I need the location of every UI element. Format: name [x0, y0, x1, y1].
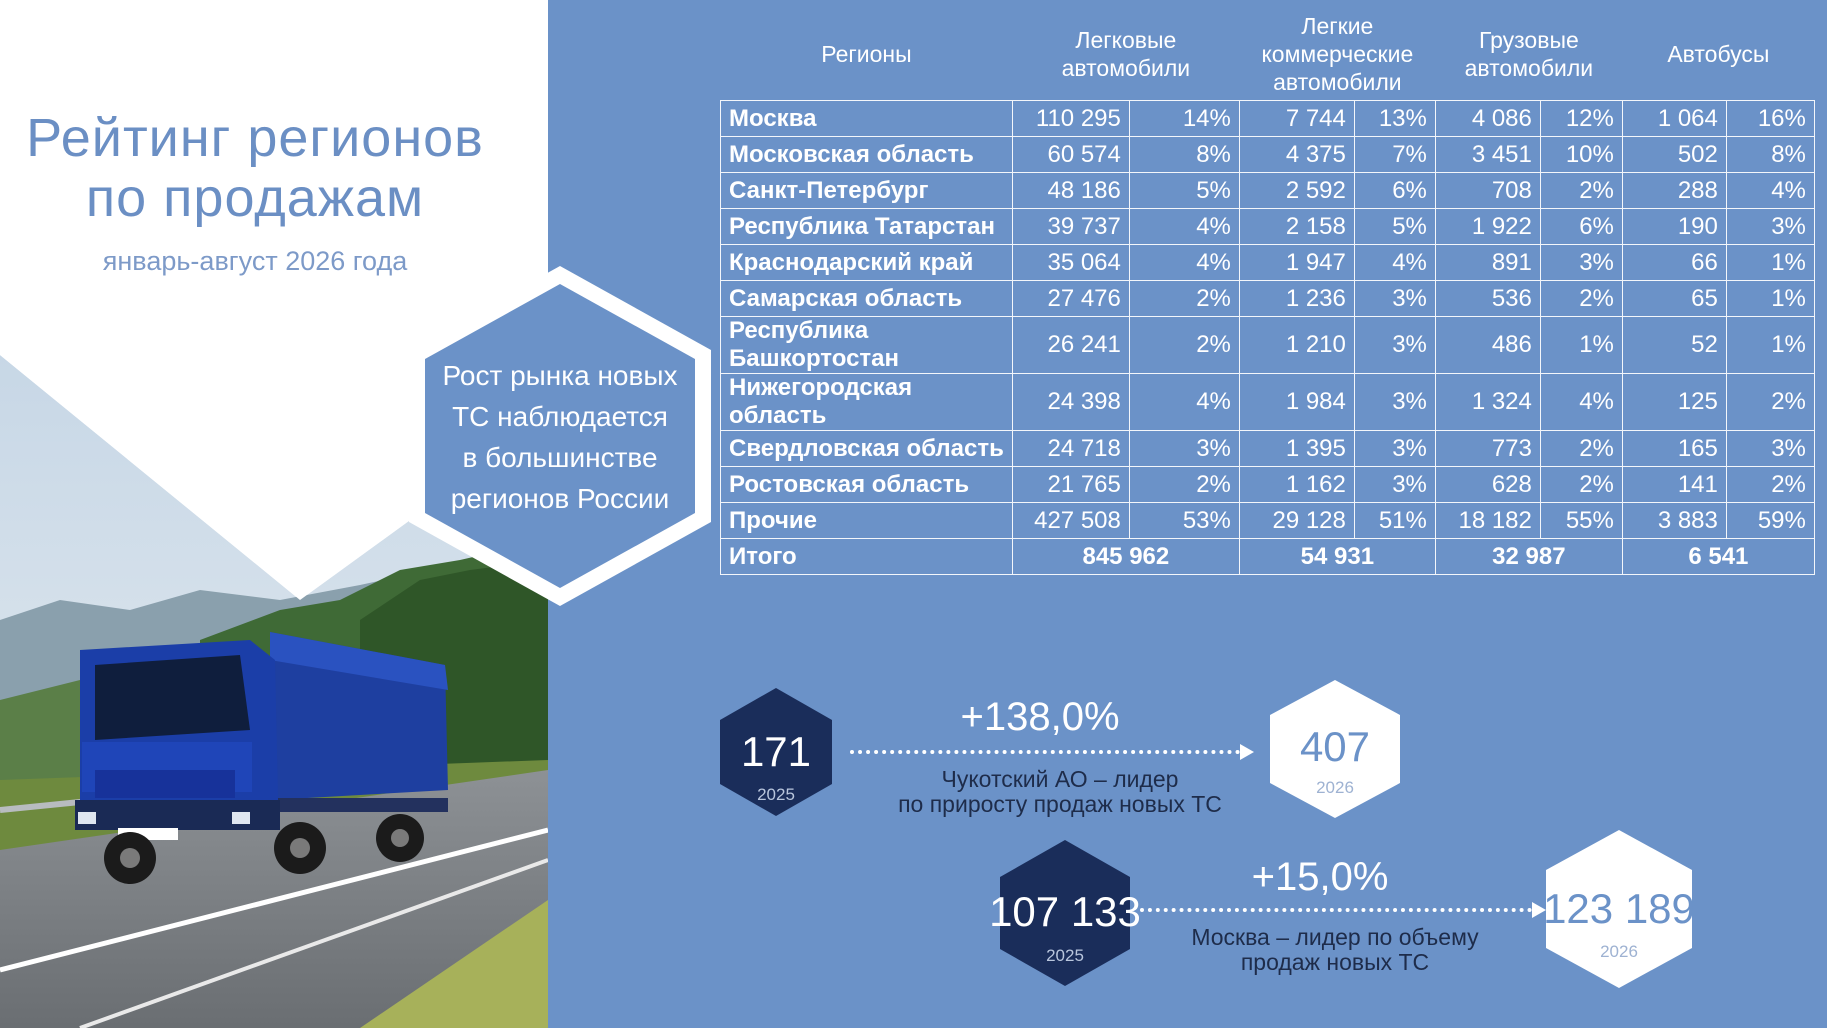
- table-row: [721, 467, 1815, 503]
- trucks-cell: 773: [1435, 431, 1540, 467]
- lcv-cell: 1 236: [1239, 281, 1354, 317]
- lcv-pct-cell: 3%: [1354, 467, 1435, 503]
- caption-line: по приросту продаж новых ТС: [898, 791, 1222, 817]
- moscow-growth: +15,0%: [1251, 855, 1389, 899]
- buses-cell: 52: [1622, 317, 1726, 374]
- trucks-cell: 1 922: [1435, 209, 1540, 245]
- region-cell: [721, 374, 1013, 431]
- buses-cell: 1 064: [1622, 101, 1726, 137]
- trucks-pct-cell: 2%: [1540, 467, 1622, 503]
- trucks-pct-cell: 10%: [1540, 137, 1622, 173]
- lcv-cell: 1 395: [1239, 431, 1354, 467]
- header-text: Грузовые: [1478, 27, 1579, 53]
- trucks-cell: 18 182: [1435, 503, 1540, 539]
- lcv-cell: 4 375: [1239, 137, 1354, 173]
- trucks-cell: 536: [1435, 281, 1540, 317]
- title-line-1: Рейтинг регионов: [26, 108, 484, 168]
- cars-cell: 48 186: [1012, 173, 1129, 209]
- trucks-cell: 486: [1435, 317, 1540, 374]
- chukotka-2025-value: 171: [740, 728, 812, 775]
- total-cars: 845 962: [1012, 539, 1239, 575]
- header-cars: [1012, 8, 1239, 101]
- title-line-2: по продажам: [85, 168, 425, 228]
- cars-pct-cell: 4%: [1129, 374, 1239, 431]
- buses-cell: 141: [1622, 467, 1726, 503]
- total-buses: 6 541: [1622, 539, 1814, 575]
- region-cell: [721, 245, 1013, 281]
- cars-cell: 24 718: [1012, 431, 1129, 467]
- lcv-cell: 1 162: [1239, 467, 1354, 503]
- table-row: [721, 137, 1815, 173]
- cars-pct-cell: 4%: [1129, 245, 1239, 281]
- page-title: [0, 108, 510, 228]
- lcv-pct-cell: 13%: [1354, 101, 1435, 137]
- chukotka-growth: +138,0%: [960, 695, 1120, 739]
- lcv-cell: 1 210: [1239, 317, 1354, 374]
- table-row: [721, 101, 1815, 137]
- table-row: [721, 431, 1815, 467]
- hex-line: ТС наблюдается: [452, 401, 668, 432]
- lcv-pct-cell: 5%: [1354, 209, 1435, 245]
- buses-pct-cell: 1%: [1726, 245, 1814, 281]
- lcv-pct-cell: 7%: [1354, 137, 1435, 173]
- lcv-pct-cell: 3%: [1354, 431, 1435, 467]
- lcv-pct-cell: 51%: [1354, 503, 1435, 539]
- table-row: [721, 209, 1815, 245]
- sales-table-container: [720, 8, 1815, 575]
- trucks-pct-cell: 12%: [1540, 101, 1622, 137]
- moscow-2026-year: 2026: [1600, 942, 1638, 961]
- cars-cell: 60 574: [1012, 137, 1129, 173]
- buses-pct-cell: 4%: [1726, 173, 1814, 209]
- total-trucks: 32 987: [1435, 539, 1622, 575]
- sales-table: [720, 8, 1815, 575]
- header-text: Легкие: [1301, 13, 1374, 39]
- header-text: Легковые: [1075, 27, 1177, 53]
- buses-pct-cell: 3%: [1726, 209, 1814, 245]
- lcv-cell: 1 984: [1239, 374, 1354, 431]
- lcv-pct-cell: 3%: [1354, 317, 1435, 374]
- cars-pct-cell: 53%: [1129, 503, 1239, 539]
- table-row: [721, 317, 1815, 374]
- region-cell: [721, 503, 1013, 539]
- trucks-pct-cell: 2%: [1540, 281, 1622, 317]
- lcv-cell: 2 158: [1239, 209, 1354, 245]
- buses-cell: 65: [1622, 281, 1726, 317]
- header-lcv: [1239, 8, 1435, 101]
- table-row: [721, 374, 1815, 431]
- lcv-cell: 29 128: [1239, 503, 1354, 539]
- hex-line: Рост рынка новых: [442, 360, 678, 391]
- trucks-pct-cell: 1%: [1540, 317, 1622, 374]
- lcv-pct-cell: 4%: [1354, 245, 1435, 281]
- chukotka-2025-year: 2025: [757, 785, 795, 804]
- header-trucks: [1435, 8, 1622, 101]
- buses-pct-cell: 1%: [1726, 281, 1814, 317]
- buses-cell: 165: [1622, 431, 1726, 467]
- buses-pct-cell: 8%: [1726, 137, 1814, 173]
- buses-cell: 125: [1622, 374, 1726, 431]
- trucks-cell: 708: [1435, 173, 1540, 209]
- buses-cell: 66: [1622, 245, 1726, 281]
- trucks-pct-cell: 2%: [1540, 173, 1622, 209]
- moscow-2026-value: 123 189: [1543, 885, 1695, 932]
- trucks-cell: 1 324: [1435, 374, 1540, 431]
- region-name-line: Ростовская область: [729, 470, 970, 498]
- lcv-cell: 7 744: [1239, 101, 1354, 137]
- buses-cell: 288: [1622, 173, 1726, 209]
- region-cell: [721, 137, 1013, 173]
- chukotka-2026-year: 2026: [1316, 778, 1354, 797]
- cars-pct-cell: 8%: [1129, 137, 1239, 173]
- region-name-line: Самарская область: [729, 284, 963, 312]
- lcv-pct-cell: 6%: [1354, 173, 1435, 209]
- arrow-line: [1140, 908, 1532, 912]
- header-text: коммерческие: [1261, 41, 1414, 67]
- region-name-line: Башкортостан: [729, 345, 900, 372]
- trucks-cell: 3 451: [1435, 137, 1540, 173]
- buses-pct-cell: 1%: [1726, 317, 1814, 374]
- cars-cell: 26 241: [1012, 317, 1129, 374]
- region-name-line: Москва: [729, 104, 817, 132]
- trucks-cell: 628: [1435, 467, 1540, 503]
- table-row: [721, 245, 1815, 281]
- region-name-line: Московская область: [729, 140, 974, 168]
- header-text: автомобили: [1273, 69, 1402, 95]
- chukotka-caption: [860, 767, 1260, 817]
- table-row: [721, 503, 1815, 539]
- chukotka-2026-value: 407: [1299, 723, 1371, 770]
- table-total-row: [721, 539, 1815, 575]
- cars-pct-cell: 2%: [1129, 281, 1239, 317]
- cars-pct-cell: 2%: [1129, 467, 1239, 503]
- trucks-pct-cell: 2%: [1540, 431, 1622, 467]
- cars-cell: 427 508: [1012, 503, 1129, 539]
- cars-cell: 35 064: [1012, 245, 1129, 281]
- region-cell: [721, 467, 1013, 503]
- caption-line: продаж новых ТС: [1240, 949, 1430, 975]
- region-cell: [721, 209, 1013, 245]
- hexagon-callout-text: [418, 355, 702, 519]
- buses-pct-cell: 59%: [1726, 503, 1814, 539]
- arrow-line: [850, 750, 1240, 754]
- region-cell: [721, 281, 1013, 317]
- trucks-cell: 891: [1435, 245, 1540, 281]
- cars-pct-cell: 14%: [1129, 101, 1239, 137]
- trucks-pct-cell: 3%: [1540, 245, 1622, 281]
- region-name-line: Санкт-Петербург: [729, 176, 929, 204]
- cars-cell: 110 295: [1012, 101, 1129, 137]
- header-buses: Автобусы: [1667, 41, 1770, 67]
- buses-pct-cell: 3%: [1726, 431, 1814, 467]
- hex-line: в большинстве: [462, 442, 658, 473]
- moscow-2025-value: 107 133: [989, 888, 1141, 935]
- header-text: автомобили: [1464, 55, 1594, 81]
- hex-line: регионов России: [450, 483, 670, 514]
- total-lcv: 54 931: [1239, 539, 1435, 575]
- buses-pct-cell: 2%: [1726, 467, 1814, 503]
- cars-cell: 24 398: [1012, 374, 1129, 431]
- moscow-caption: [1130, 925, 1540, 975]
- cars-pct-cell: 4%: [1129, 209, 1239, 245]
- lcv-cell: 1 947: [1239, 245, 1354, 281]
- caption-line: Чукотский АО – лидер: [941, 766, 1179, 792]
- region-cell: [721, 317, 1013, 374]
- table-body: [721, 101, 1815, 575]
- trucks-pct-cell: 55%: [1540, 503, 1622, 539]
- lcv-pct-cell: 3%: [1354, 281, 1435, 317]
- region-name-line: Краснодарский край: [729, 248, 974, 276]
- region-cell: [721, 101, 1013, 137]
- table-row: [721, 281, 1815, 317]
- header-text: автомобили: [1061, 55, 1191, 81]
- trucks-pct-cell: 4%: [1540, 374, 1622, 431]
- buses-cell: 3 883: [1622, 503, 1726, 539]
- region-cell: [721, 431, 1013, 467]
- trucks-cell: 4 086: [1435, 101, 1540, 137]
- cars-pct-cell: 3%: [1129, 431, 1239, 467]
- header-regions: Регионы: [821, 41, 912, 67]
- cars-cell: 27 476: [1012, 281, 1129, 317]
- moscow-2025-year: 2025: [1046, 946, 1084, 965]
- arrow-head-icon: [1240, 744, 1254, 760]
- cars-cell: 21 765: [1012, 467, 1129, 503]
- lcv-pct-cell: 3%: [1354, 374, 1435, 431]
- lcv-cell: 2 592: [1239, 173, 1354, 209]
- region-name-line: Республика: [729, 317, 869, 344]
- region-name-line: Нижегородская: [729, 374, 913, 401]
- region-cell: [721, 173, 1013, 209]
- cars-cell: 39 737: [1012, 209, 1129, 245]
- buses-cell: 502: [1622, 137, 1726, 173]
- buses-pct-cell: 16%: [1726, 101, 1814, 137]
- total-label: Итого: [721, 539, 1013, 575]
- trucks-pct-cell: 6%: [1540, 209, 1622, 245]
- region-name-line: Свердловская область: [729, 434, 1004, 462]
- buses-pct-cell: 2%: [1726, 374, 1814, 431]
- table-row: [721, 173, 1815, 209]
- caption-line: Москва – лидер по объему: [1191, 924, 1479, 950]
- table-header-row: [721, 8, 1815, 101]
- region-name-line: область: [729, 402, 827, 429]
- page-subtitle: январь-август 2026 года: [102, 246, 408, 276]
- cars-pct-cell: 5%: [1129, 173, 1239, 209]
- region-name-line: Прочие: [729, 506, 818, 534]
- buses-cell: 190: [1622, 209, 1726, 245]
- cars-pct-cell: 2%: [1129, 317, 1239, 374]
- region-name-line: Республика Татарстан: [729, 212, 996, 240]
